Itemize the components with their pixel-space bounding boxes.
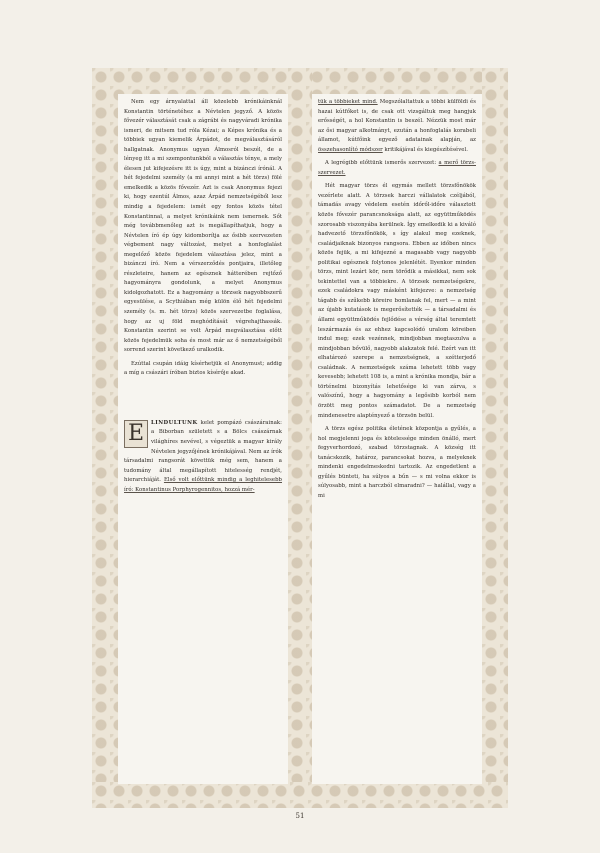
right-paragraph-4: A törzs egész politika életének központja a gyűlés, a hol megjelenni joga és kötelessége minden önálló, mert fegyverhordozó, szabad törzstagnak. A község itt tanácskozik, határoz, parancsokat hozva, a melyeknek mindenki engedelmeskedni tartozik. Az engedetlent a gyűlés bünteti, ha súlyos a bűn — s mi volna ekkor is súlyosabb, mint a harczból elmaradni? — halállal, vagy a mi xyxy=(318,426,476,499)
lead-word: LINDULTUNK xyxy=(151,419,198,426)
underlined-phrase-3: a merő törzs-szervezet. xyxy=(318,160,476,176)
underlined-phrase-1: tük a többieket mind. xyxy=(318,99,378,105)
opening-paragraph-underlined: Első volt előttünk mindig a leghitelesebb író: Konstantinus Porphyrogennitos, hozzá mér- xyxy=(124,477,282,493)
left-text-column xyxy=(118,94,288,784)
left-paragraph-1: Nem egy árnyalattal áll közelebb krónikáinknál Konstantin történetéhez a Névtelen jegyző. A közös fővezér választását csak a zágrábi és nagyváradi krónika ismeri, de mitsem tud róla Kézai; a Képes krónika és a többiek ugyan kiemelik Árpádot, de megválasztásáról hallgatnak. Anonymus ugyan Álmosról beszél, de a lényeg itt a mi szempontunkból a választás ténye, a mely élesen jut kifejezésre itt is úgy, mint a bizánczi írónál. A hét fejedelmi személy (a mi annyi mint a hét törzs) fölé emelkedik a közös fővezér. Azt is csak Anonymus fejezi ki, hogy ezentúl Álmos, azaz Árpád nemzetségéből lesz mindig a fejedelem: ismét egy fontos közös tétel Konstantinnal, a melyet krónikáink nem ismernek. Sőt még továbbmenőleg azt is megállapíthatjuk, hogy a Névtelen író ép úgy kidomborítja az ősibb szervezeten végbement nagy változást, melyet a honfoglalást megelőző közös fejedelem választása jelez, mint a bizánczi író. Nem a vérszerződés pontjaira, illetőleg részleteire, hanem az egésznek hátterében rejtőző hagyományra gondolunk, a melyet Anonymus kidolgozhatott. Ez a hagyomány a törzsek nagyobbszerű egyesülése, a Scythiában még külön élő hét fejedelmi személy (s. m. hét törzs) közös szervezetbe foglalása, hogy az uj föld meghódítását végrehajthassák. Konstantin szerint se volt Árpád megválasztása előtt közös fejedelmük soha és most már az ő nemzetségéből sorrend szerint következő uralkodik. xyxy=(124,99,282,354)
ornamental-border-middle xyxy=(288,68,312,808)
right-paragraph-1-end: kritikájával és kiegészítésével. xyxy=(382,146,468,153)
ornamental-border-bottom xyxy=(92,782,508,808)
right-paragraph-1-text: Megszólaltattuk a többi külföldi és hazai kútfőket is, de csak ott vizsgáltuk meg hangjuk erősségét, a hol Konstantin is beszél. Nézzük most már az ősi magyar alkotmányt, ezután a honfoglalás korabeli államot, kútfőink egyező adatainak alapján, az xyxy=(318,99,476,144)
opening-paragraph-text: kelet pompázó császárainak: a Biborban született s a Bölcs császárnak világhíres nevével, s végeztük a magyar király Névtelen jegyzőjének krónikájával. Nem az írók társadalmi rangsorát követtük még sem, hanem a tudomány által megállapított hitelesség rendjét, hierarchiáját. xyxy=(124,419,282,484)
right-paragraph-1 xyxy=(318,98,476,155)
section-opening-paragraph xyxy=(124,419,282,495)
right-paragraph-2-text: A legrégibb előttünk ismerős szervezet: xyxy=(325,160,439,167)
ornamental-border-right xyxy=(482,68,508,808)
right-paragraph-2 xyxy=(318,159,476,178)
page-number: 51 xyxy=(295,812,305,820)
underlined-phrase-2: összehasonlító módszer xyxy=(318,146,383,153)
decorated-initial-letter: E xyxy=(124,420,148,448)
ornamental-border-left xyxy=(92,68,118,808)
right-paragraph-3: Hét magyar törzs él egymás mellett törzsfőnökök vezérlete alatt. A törzsek harczi vállalatok czéljából, támadás avagy védelem esetén időről-időre választott közös fővezér parancsnoksága alatt, az együttműködés szorosabb viszonyába kerülnek. Így emelkedik ki a kiváló hadvezető törzsfőnökök, s így alakul meg ezeknek, családjaiknak bizonyos rangsora. Ebben az időben nincs közös fejük, a mi kifejezné a magasabb vagy nagyobb politikai egésznek folytonos jelenlétét. Ilyenkor minden törzs, mint lezárt kör, nem törődik a másikkal, nem sok tekintettel van a többiekre. A törzsek nemzetségekre, ezek családokra vagy másként kifejezve: a nemzetség tágabb és szűkebb köreire bomlanak fel, mert — a mint az újabb kutatások is megerősítették — a társadalmi és állami együttműködés fejlődése a vérség által teremtett leszármazás és az ehhez kapcsolódó uralom köreiben indul meg; ezek vezénnek, mindjobban megtaszulva a mindjobban bővülő, nagyobb alakzatok felé. Ezért van itt elhatározó szerepe a nemzetségnek, a szétterjedő családnak. A nemzetségek száma lehetett több vagy kevesebb; lehetett 108 is, a mint a krónika mondja, bár a történelmi bizonyítás lehetősége ki van zárva, s valószínű, hogy a hagyomány a legősibb korból nem örzött meg pontos számadatot. De a nemzetség mindenesetre alaptényező a törzsön belül. xyxy=(318,183,476,419)
section-spacer xyxy=(124,383,282,419)
left-paragraph-2: Ezúttal csupán idáig kísérhetjük el Anonymust; addig a míg a császári íróban biztos kísérője akad. xyxy=(124,360,282,377)
right-text-column xyxy=(312,94,482,784)
